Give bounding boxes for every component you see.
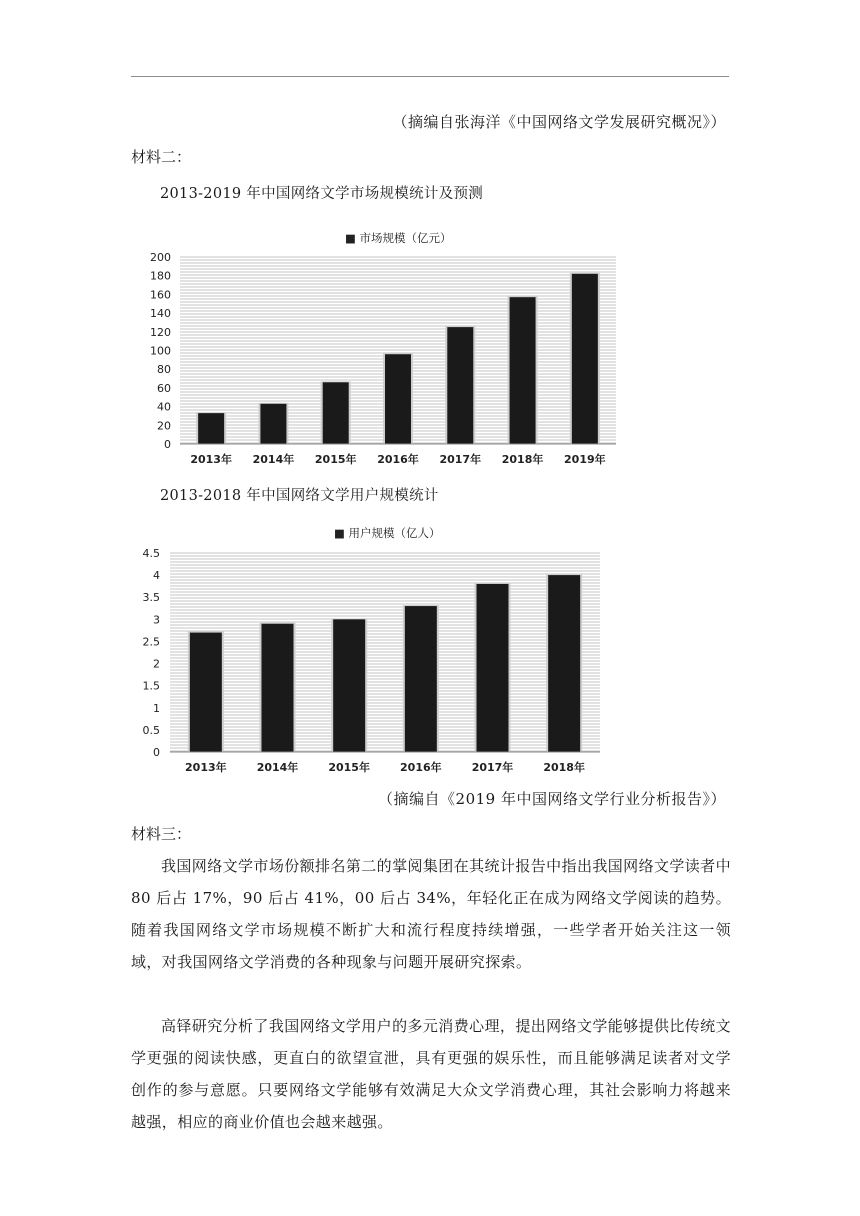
chart-2-bar xyxy=(190,633,222,752)
chart-1-y-tick-label: 120 xyxy=(150,325,171,339)
chart-2-y-tick-label: 3 xyxy=(153,613,160,627)
material-2-label: 材料二： xyxy=(131,148,192,166)
chart-2-bar xyxy=(262,624,294,752)
chart-2-y-tick-label: 3.5 xyxy=(142,591,160,605)
chart-1-y-tick-label: 0 xyxy=(164,438,171,451)
chart-1-y-tick-label: 80 xyxy=(157,363,171,377)
chart-2-title: 2013-2018 年中国网络文学用户规模统计 xyxy=(160,488,439,504)
chart-1-bar xyxy=(385,354,411,444)
chart-1-y-tick-label: 200 xyxy=(150,251,171,264)
chart-2-x-tick-label: 2014年 xyxy=(256,761,299,774)
chart-1-title: 2013-2019 年中国网络文学市场规模统计及预测 xyxy=(160,186,484,202)
material-3-label: 材料三： xyxy=(131,825,192,843)
chart-1-x-tick-label: 2013年 xyxy=(190,453,232,466)
chart-2-y-tick-label: 4.5 xyxy=(142,547,160,560)
chart-1-y-tick-label: 140 xyxy=(150,307,171,321)
chart-1-bar xyxy=(447,327,473,444)
chart-2-x-tick-label: 2018年 xyxy=(543,761,585,774)
chart-2-y-tick-label: 4 xyxy=(153,569,160,583)
chart-2-bar xyxy=(333,619,365,752)
chart-2-bar xyxy=(405,606,437,752)
chart-2-x-tick-label: 2013年 xyxy=(185,761,227,774)
chart-1-bar xyxy=(572,274,598,444)
chart-2-y-tick-label: 1.5 xyxy=(142,679,160,693)
chart-1-y-tick-label: 180 xyxy=(150,269,171,283)
chart-1-x-tick-label: 2016年 xyxy=(377,453,419,466)
chart-2-legend: ■ 用户规模（亿人） xyxy=(334,526,441,540)
chart-2-bar xyxy=(477,584,509,752)
source-citation-2: （摘编自《2019 年中国网络文学行业分析报告》） xyxy=(378,790,726,808)
chart-1-y-tick-label: 100 xyxy=(150,344,171,358)
paragraph-1: 我国网络文学市场份额排名第二的掌阅集团在其统计报告中指出我国网络文学读者中 80 后占 17%，90 后占 41%，00 后占 34%，年轻化正在成为网络文学阅读的趋势。随着我国网络文学市场规模不断扩大和流行程度持续增强，一些学者开始关注这一领域，对我国网络文学消费的各种现象与问题开展研究探索。 xyxy=(131,857,731,971)
chart-1-y-tick-label: 160 xyxy=(150,288,171,302)
chart-1-bar xyxy=(260,404,286,444)
chart-1-x-tick-label: 2015年 xyxy=(314,453,357,466)
chart-2-y-tick-label: 0 xyxy=(153,746,160,759)
chart-1-bar xyxy=(323,382,349,444)
chart-1-x-tick-label: 2019年 xyxy=(564,453,606,466)
source-citation-1: （摘编自张海洋《中国网络文学发展研究概况》） xyxy=(392,113,726,131)
chart-1-y-tick-label: 40 xyxy=(157,400,171,414)
chart-1-x-tick-label: 2014年 xyxy=(252,453,295,466)
chart-2-x-tick-label: 2016年 xyxy=(400,761,442,774)
chart-1-y-tick-label: 60 xyxy=(157,381,171,395)
chart-1-x-tick-label: 2017年 xyxy=(439,453,482,466)
chart-1-legend: ■ 市场规模（亿元） xyxy=(345,231,452,245)
chart-1-bar xyxy=(198,413,224,444)
chart-2-x-tick-label: 2017年 xyxy=(471,761,514,774)
chart-1-x-tick-label: 2018年 xyxy=(501,453,544,466)
chart-2-bar xyxy=(548,575,580,752)
chart-1-y-tick-label: 20 xyxy=(157,419,171,433)
chart-2-y-tick-label: 2 xyxy=(153,657,160,671)
chart-2-y-tick-label: 2.5 xyxy=(142,635,160,649)
chart-2-x-tick-label: 2015年 xyxy=(328,761,370,774)
chart-1-bar xyxy=(510,297,536,444)
paragraph-2: 高铎研究分析了我国网络文学用户的多元消费心理，提出网络文学能够提供比传统文学更强的阅读快感，更直白的欲望宣泄，具有更强的娱乐性，而且能够满足读者对文学创作的参与意愿。只要网络文学能够有效满足大众文学消费心理，其社会影响力将越来越强，相应的商业价值也会越来越强。 xyxy=(131,1017,731,1131)
chart-2-y-tick-label: 1 xyxy=(153,701,160,715)
chart-2-y-tick-label: 0.5 xyxy=(142,723,160,737)
